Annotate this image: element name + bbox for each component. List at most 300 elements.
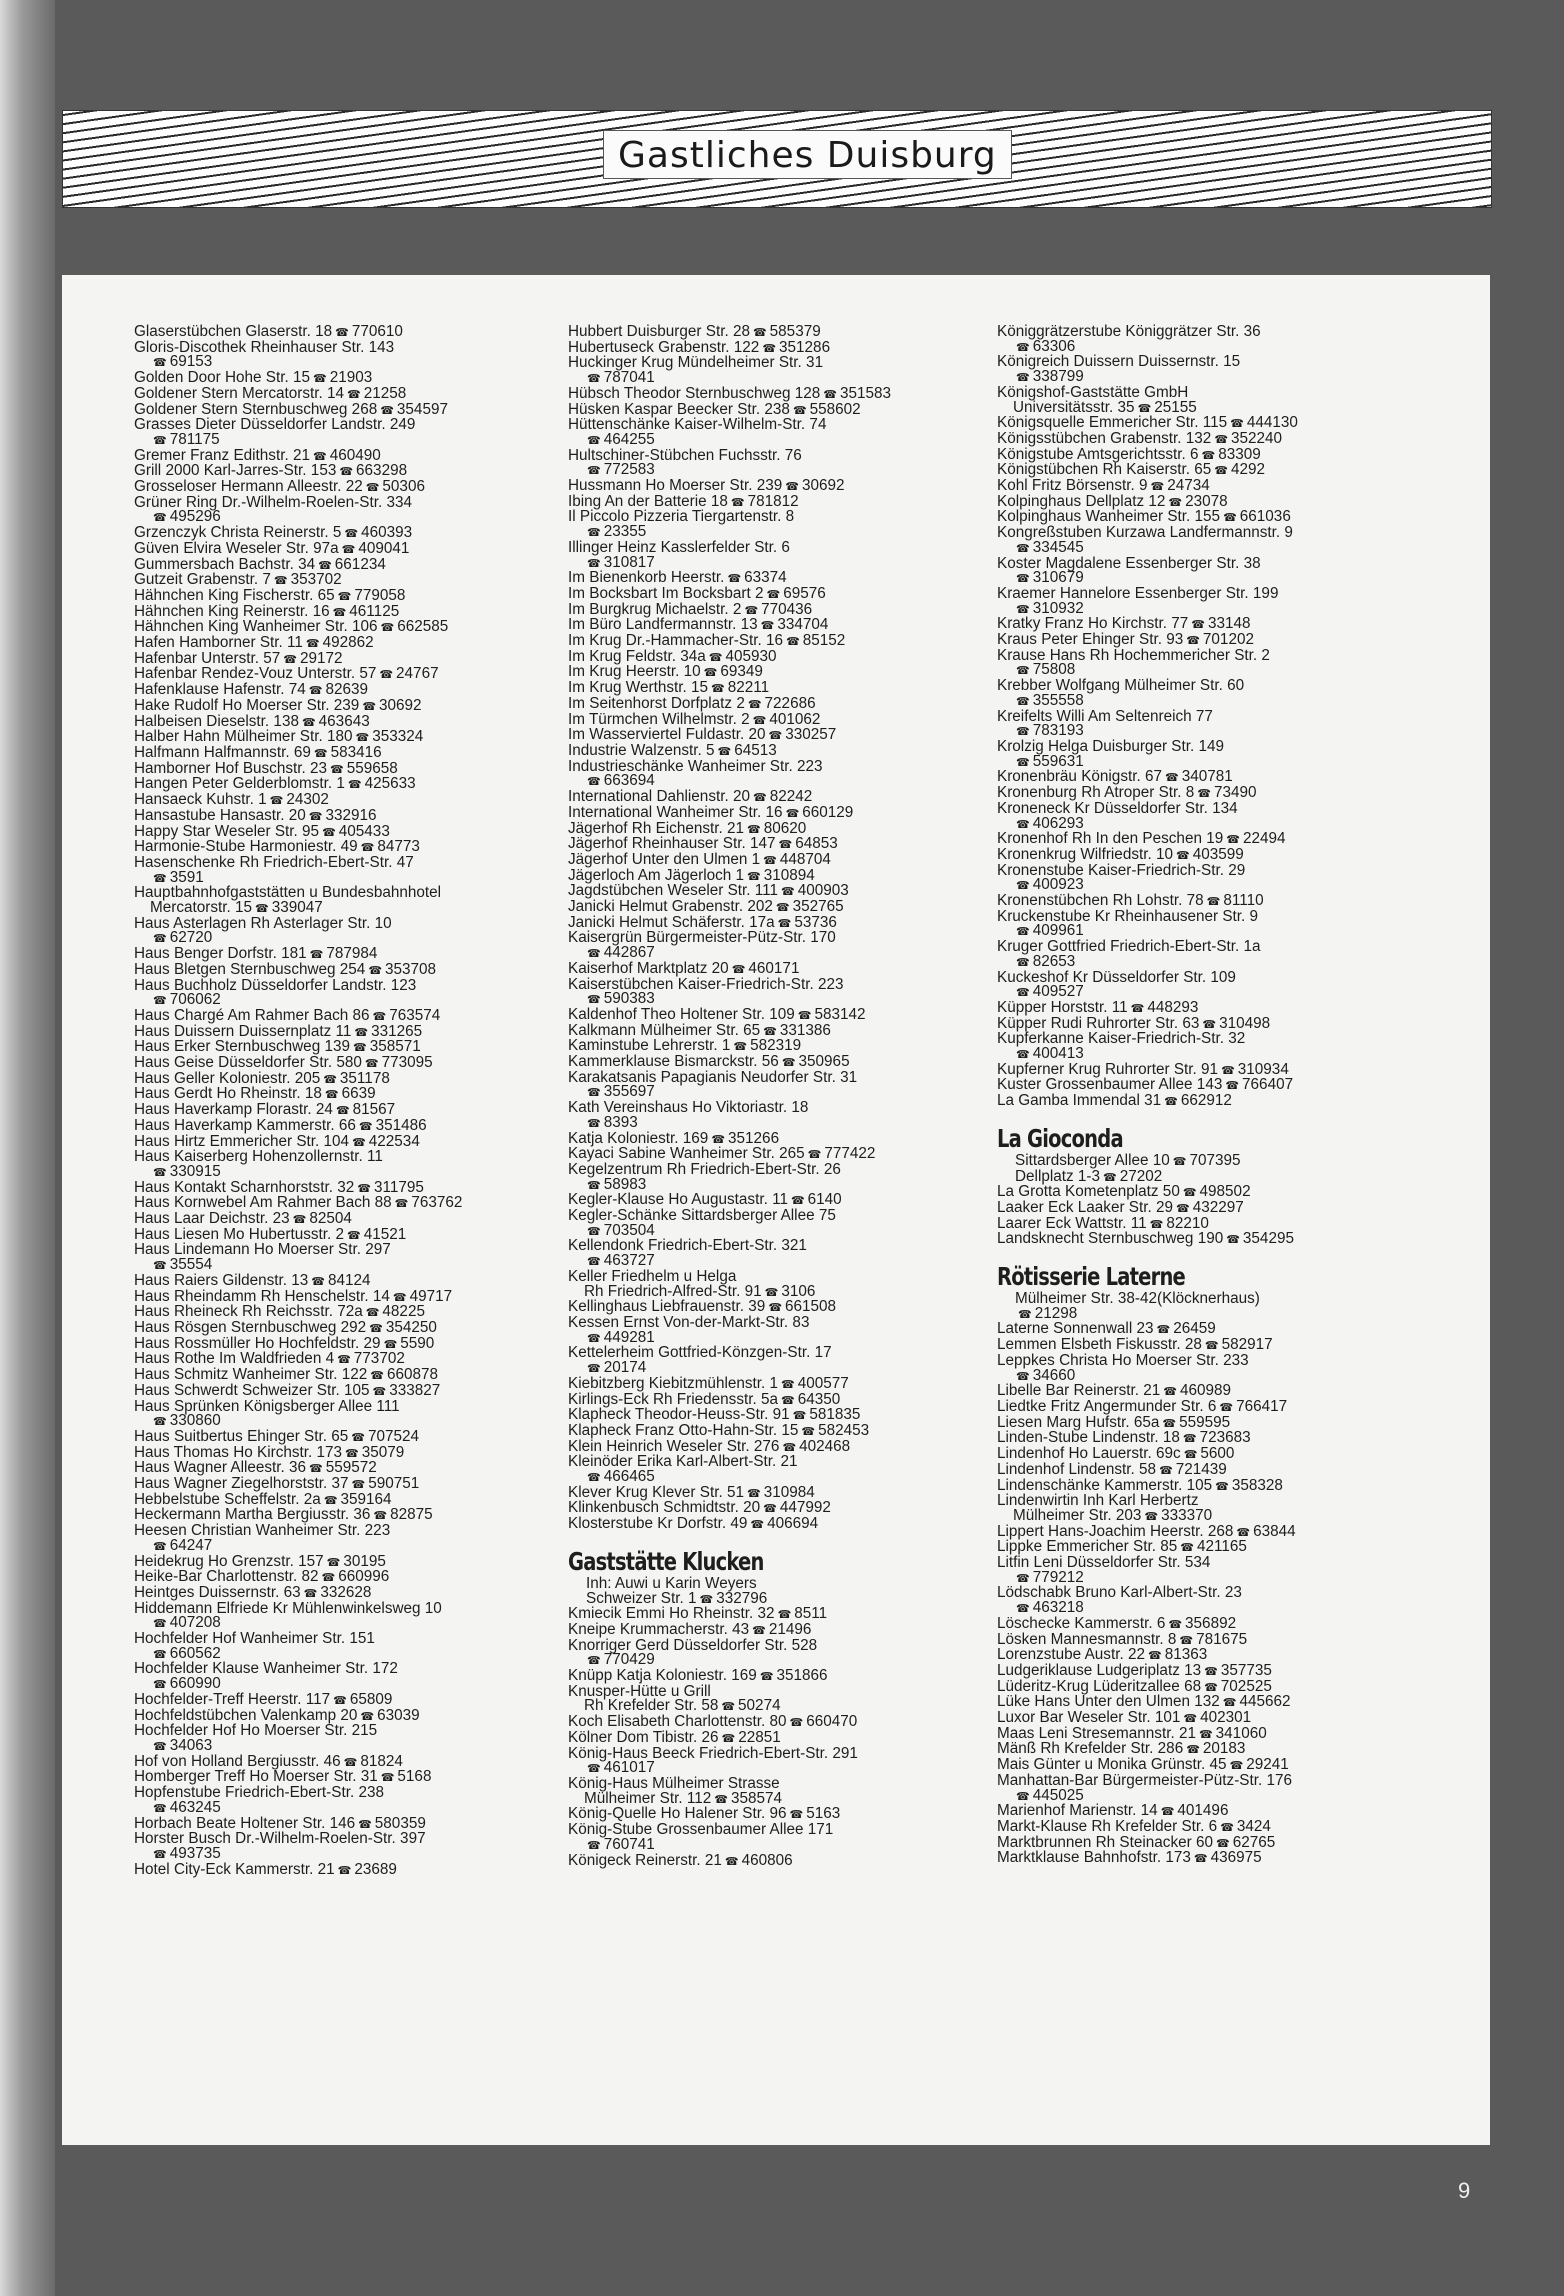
telephone-icon: ☎	[1183, 1448, 1198, 1462]
entry-name-line: Haus Asterlagen Rh Asterlager Str. 10	[134, 914, 392, 932]
entry-name-line: Hochfeldstübchen Valenkamp 20 ☎ 63039	[134, 1706, 420, 1724]
entry-name-line: Kettelerheim Gottfried-Könzgen-Str. 17	[568, 1344, 832, 1362]
entry-name-line: Harmonie-Stube Harmoniestr. 49 ☎ 84773	[134, 838, 420, 856]
directory-entry	[134, 886, 462, 916]
entry-continuation-line: ☎ 463727	[587, 1252, 655, 1270]
entry-name-line: Janicki Helmut Grabenstr. 202 ☎ 352765	[568, 898, 844, 916]
entry-name-line: Haus Geise Düsseldorfer Str. 580 ☎ 773095	[134, 1054, 433, 1072]
entry-name-line: Mänß Rh Krefelder Str. 286 ☎ 20183	[997, 1740, 1246, 1758]
entry-name-line: Hähnchen King Fischerstr. 65 ☎ 779058	[134, 586, 406, 604]
telephone-icon: ☎	[153, 1801, 167, 1815]
directory-entry	[568, 1267, 891, 1300]
entry-name-line: Haus Haverkamp Florastr. 24 ☎ 81567	[134, 1101, 396, 1119]
entry-name-line: Lindenwirtin Inh Karl Herbertz	[997, 1492, 1199, 1510]
entry-name-line: Kölner Dom Tibistr. 26 ☎ 22851	[568, 1728, 781, 1746]
ad-line: Inh: Auwi u Karin Weyers	[586, 1574, 757, 1592]
telephone-icon: ☎	[1226, 1233, 1240, 1247]
entry-continuation-line: ☎ 772583	[587, 461, 655, 479]
entry-continuation-line: ☎ 64247	[153, 1536, 213, 1554]
telephone-icon: ☎	[352, 1041, 367, 1055]
entry-name-line: Im Burgkrug Michaelstr. 2 ☎ 770436	[568, 600, 813, 618]
entry-name-line: Kongreßstuben Kurzawa Landfermannstr. 9	[997, 524, 1293, 542]
entry-name-line: Klinkenbusch Schmidtstr. 20 ☎ 447992	[568, 1499, 831, 1517]
telephone-icon: ☎	[1230, 417, 1244, 431]
telephone-icon: ☎	[708, 650, 723, 664]
telephone-icon: ☎	[303, 1586, 318, 1600]
telephone-icon: ☎	[313, 746, 328, 760]
entry-name-line: Kuster Grossenbaumer Allee 143 ☎ 766407	[997, 1076, 1294, 1094]
telephone-icon: ☎	[358, 1817, 372, 1831]
telephone-icon: ☎	[313, 372, 327, 386]
entry-name-line: König-Haus Mülheimer Strasse	[568, 1774, 780, 1792]
entry-name-line: La Grotta Kometenplatz 50 ☎ 498502	[997, 1183, 1251, 1201]
telephone-icon: ☎	[1221, 1063, 1235, 1077]
telephone-icon: ☎	[372, 1384, 387, 1398]
entry-continuation-line: ☎ 787041	[587, 369, 655, 387]
telephone-icon: ☎	[351, 1478, 366, 1492]
telephone-icon: ☎	[1164, 771, 1179, 785]
directory-entry	[134, 1150, 462, 1180]
telephone-icon: ☎	[1179, 1633, 1194, 1647]
telephone-icon: ☎	[721, 1731, 736, 1745]
entry-continuation-line: ☎ 334545	[1016, 538, 1084, 556]
entry-continuation-line: ☎ 330860	[153, 1412, 221, 1430]
telephone-icon: ☎	[587, 993, 601, 1007]
directory-column-2	[568, 325, 891, 1869]
telephone-icon: ☎	[1130, 1001, 1145, 1015]
directory-entry	[568, 1682, 891, 1715]
telephone-icon: ☎	[343, 1755, 358, 1769]
entry-name-line: Lösken Mannesmannstr. 8 ☎ 781675	[997, 1630, 1248, 1648]
entry-name-line: Maas Leni Stresemannstr. 21 ☎ 341060	[997, 1724, 1267, 1742]
directory-entry	[568, 1636, 891, 1669]
ad-title: Rötisserie Laterne	[997, 1262, 1185, 1292]
entry-name-line: Gloris-Discothek Rheinhauser Str. 143	[134, 338, 395, 356]
telephone-icon: ☎	[368, 963, 383, 977]
entry-name-line: Heidekrug Ho Grenzstr. 157 ☎ 30195	[134, 1552, 386, 1570]
telephone-icon: ☎	[347, 778, 362, 792]
entry-name-line: Laterne Sonnenwall 23 ☎ 26459	[997, 1320, 1216, 1338]
entry-name-line: Landsknecht Sternbuschweg 190 ☎ 354295	[997, 1230, 1294, 1248]
entry-continuation-line: ☎ 34660	[1016, 1366, 1076, 1384]
telephone-icon: ☎	[1206, 895, 1221, 909]
telephone-icon: ☎	[309, 948, 324, 962]
telephone-icon: ☎	[1149, 1217, 1164, 1231]
entry-continuation-line: ☎ 62720	[153, 929, 213, 947]
entry-name-line: Haus Suitbertus Ehinger Str. 65 ☎ 707524	[134, 1427, 420, 1445]
telephone-icon: ☎	[365, 1306, 380, 1320]
telephone-icon: ☎	[1016, 694, 1030, 708]
entry-continuation-line: ☎ 660562	[153, 1644, 221, 1662]
entry-name-line: Knüpp Katja Koloniestr. 169 ☎ 351866	[568, 1667, 828, 1685]
entry-name-line: Hüttenschänke Kaiser-Wilhelm-Str. 74	[568, 416, 827, 434]
telephone-icon: ☎	[153, 1617, 167, 1631]
directory-entry	[134, 1860, 462, 1879]
entry-continuation-line: ☎ 355558	[1016, 691, 1084, 709]
entry-name-line: Klosterstube Kr Dorfstr. 49 ☎ 406694	[568, 1515, 819, 1533]
telephone-icon: ☎	[1018, 1307, 1032, 1321]
entry-name-line: Kirlings-Eck Rh Friedensstr. 5a ☎ 64350	[568, 1390, 841, 1408]
entry-name-line: Heintges Duissernstr. 63 ☎ 332628	[134, 1583, 372, 1601]
telephone-icon: ☎	[153, 1847, 167, 1861]
telephone-icon: ☎	[1219, 1401, 1234, 1414]
entry-name-line: Haus Haverkamp Kammerstr. 66 ☎ 351486	[134, 1116, 427, 1134]
entry-name-line: Hubertuseck Grabenstr. 122 ☎ 351286	[568, 338, 831, 356]
entry-continuation-line: ☎ 63306	[1016, 337, 1076, 355]
entry-name-line: Lindenhof Lindenstr. 58 ☎ 721439	[997, 1460, 1227, 1478]
telephone-icon: ☎	[768, 1301, 783, 1315]
directory-entry	[568, 1823, 891, 1853]
entry-name-line: Halber Hahn Mülheimer Str. 180 ☎ 353324	[134, 728, 424, 746]
entry-name-line: Kayaci Sabine Wanheimer Str. 265 ☎ 777422	[568, 1145, 876, 1163]
telephone-icon: ☎	[1016, 1789, 1030, 1803]
telephone-icon: ☎	[1198, 1727, 1213, 1741]
telephone-icon: ☎	[1016, 340, 1030, 354]
telephone-icon: ☎	[1214, 432, 1229, 446]
telephone-icon: ☎	[1164, 1095, 1178, 1109]
telephone-icon: ☎	[308, 684, 323, 698]
directory-entry	[997, 1232, 1298, 1248]
telephone-icon: ☎	[587, 1224, 601, 1238]
entry-name-line: Haus Gerdt Ho Rheinstr. 18 ☎ 6639	[134, 1085, 376, 1103]
directory-entry	[134, 1632, 462, 1662]
entry-name-line: Hangen Peter Gelderblomstr. 1 ☎ 425633	[134, 775, 416, 793]
entry-continuation-line: ☎ 409527	[1016, 983, 1084, 1001]
telephone-icon: ☎	[1163, 1385, 1177, 1399]
entry-name-line: Haus Buchholz Düsseldorfer Landstr. 123	[134, 976, 417, 994]
telephone-icon: ☎	[764, 1285, 779, 1299]
telephone-icon: ☎	[380, 403, 394, 417]
entry-name-line: Litfin Leni Düsseldorfer Str. 534	[997, 1554, 1211, 1572]
telephone-icon: ☎	[1016, 755, 1030, 769]
telephone-icon: ☎	[362, 699, 377, 713]
entry-name-line: Linden-Stube Lindenstr. 18 ☎ 723683	[997, 1429, 1251, 1447]
entry-name-line: Königstübchen Rh Kaiserstr. 65 ☎ 4292	[997, 461, 1266, 479]
telephone-icon: ☎	[727, 572, 742, 586]
entry-continuation-line: ☎ 466465	[587, 1468, 655, 1486]
entry-name-line: Klever Krug Klever Str. 51 ☎ 310984	[568, 1483, 815, 1501]
entry-name-line: Liesen Marg Hufstr. 65a ☎ 559595	[997, 1413, 1231, 1431]
telephone-icon: ☎	[312, 449, 327, 463]
entry-continuation-line: Rh Friedrich-Alfred-Str. 91 ☎ 3106	[584, 1282, 816, 1300]
telephone-icon: ☎	[1225, 1079, 1240, 1093]
telephone-icon: ☎	[699, 1592, 714, 1606]
telephone-icon: ☎	[711, 1132, 726, 1146]
entry-name-line: Hansastube Hansastr. 20 ☎ 332916	[134, 806, 377, 824]
entry-name-line: Kaiserhof Marktplatz 20 ☎ 460171	[568, 959, 800, 977]
telephone-icon: ☎	[333, 1693, 347, 1707]
entry-name-line: Laaker Eck Laaker Str. 29 ☎ 432297	[997, 1198, 1244, 1216]
entry-name-line: Hultschiner-Stübchen Fuchsstr. 76	[568, 446, 802, 464]
entry-name-line: Haus Schmitz Wanheimer Str. 122 ☎ 660878	[134, 1366, 438, 1384]
directory-entry	[568, 1346, 891, 1376]
telephone-icon: ☎	[392, 1290, 407, 1304]
telephone-icon: ☎	[1201, 448, 1216, 462]
entry-continuation-line: ☎ 20174	[587, 1359, 647, 1377]
telephone-icon: ☎	[789, 1808, 804, 1822]
telephone-icon: ☎	[752, 326, 767, 339]
entry-continuation-line: ☎ 406293	[1016, 814, 1084, 832]
entry-name-line: Katja Koloniestr. 169 ☎ 351266	[568, 1129, 780, 1147]
telephone-icon: ☎	[153, 1739, 167, 1753]
entry-name-line: Haus Kornwebel Am Rahmer Bach 88 ☎ 763762	[134, 1194, 463, 1212]
entry-continuation-line: ☎ 703504	[587, 1221, 655, 1239]
telephone-icon: ☎	[365, 481, 380, 495]
telephone-icon: ☎	[587, 433, 601, 447]
entry-name-line: Küpper Horststr. 11 ☎ 448293	[997, 998, 1199, 1016]
telephone-icon: ☎	[781, 1056, 796, 1070]
telephone-icon: ☎	[351, 1430, 365, 1444]
entry-name-line: Ibing An der Batterie 18 ☎ 781812	[568, 492, 799, 510]
telephone-icon: ☎	[792, 403, 807, 417]
telephone-icon: ☎	[789, 1716, 804, 1730]
entry-name-line: Klapheck Franz Otto-Hahn-Str. 15 ☎ 582453	[568, 1421, 870, 1439]
directory-entry	[997, 325, 1298, 355]
directory-entry	[568, 1101, 891, 1131]
entry-continuation-line: Mülheimer Str. 112 ☎ 358574	[584, 1789, 782, 1807]
directory-entry	[997, 1494, 1298, 1524]
telephone-icon: ☎	[1016, 986, 1030, 1000]
directory-entry	[997, 968, 1298, 1001]
telephone-icon: ☎	[1222, 1696, 1237, 1710]
page-number: 9	[1458, 2178, 1471, 2203]
entry-name-line: Im Türmchen Wilhelmstr. 2 ☎ 401062	[568, 710, 821, 728]
telephone-icon: ☎	[370, 1369, 384, 1383]
telephone-icon: ☎	[763, 1502, 777, 1516]
entry-name-line: Kronenstube Kaiser-Friedrich-Str. 29	[997, 861, 1246, 879]
telephone-icon: ☎	[1168, 495, 1183, 509]
telephone-icon: ☎	[1220, 1820, 1234, 1834]
telephone-icon: ☎	[786, 635, 800, 649]
entry-name-line: Lorenzstube Austr. 22 ☎ 81363	[997, 1646, 1208, 1664]
entry-continuation-line: ☎ 449281	[587, 1328, 655, 1346]
entry-name-line: Königshof-Gaststätte GmbH	[997, 383, 1189, 401]
entry-continuation-line: ☎ 770429	[587, 1651, 655, 1669]
telephone-icon: ☎	[308, 809, 323, 823]
telephone-icon: ☎	[383, 1337, 398, 1351]
telephone-icon: ☎	[1215, 1479, 1229, 1493]
directory-entry	[997, 1771, 1298, 1804]
ad-line: ☎ 21298	[1018, 1304, 1078, 1322]
entry-continuation-line: ☎ 58983	[587, 1175, 647, 1193]
telephone-icon: ☎	[1016, 879, 1030, 893]
telephone-icon: ☎	[1186, 634, 1200, 648]
telephone-icon: ☎	[380, 1771, 395, 1785]
ad-line: Sittardsberger Allee 10 ☎ 707395	[1015, 1151, 1241, 1169]
entry-name-line: Gutzeit Grabenstr. 7 ☎ 353702	[134, 571, 342, 589]
entry-name-line: Huckinger Krug Mündelheimer Str. 31	[568, 354, 824, 372]
telephone-icon: ☎	[1214, 464, 1228, 478]
entry-name-line: Hopfenstube Friedrich-Ebert-Str. 238	[134, 1784, 384, 1802]
telephone-icon: ☎	[1182, 1186, 1197, 1200]
telephone-icon: ☎	[341, 542, 356, 556]
entry-continuation-line: ☎ 330915	[153, 1162, 221, 1180]
entry-name-line: Im Wasserviertel Fuldastr. 20 ☎ 330257	[568, 726, 837, 744]
directory-entry	[568, 1316, 891, 1346]
entry-name-line: Hussmann Ho Moerser Str. 239 ☎ 30692	[568, 477, 845, 495]
entry-name-line: Hasenschenke Rh Friedrich-Ebert-Str. 47	[134, 853, 414, 871]
entry-name-line: Haus Rossmüller Ho Hochfeldstr. 29 ☎ 5590	[134, 1334, 435, 1352]
telephone-icon: ☎	[357, 1181, 371, 1195]
entry-name-line: Kreifelts Willi Am Seltenreich 77	[997, 707, 1213, 725]
directory-entry	[568, 538, 891, 571]
entry-name-line: Hiddemann Elfriede Kr Mühlenwinkelsweg 10	[134, 1599, 442, 1617]
entry-name-line: Grill 2000 Karl-Jarres-Str. 153 ☎ 663298	[134, 462, 408, 480]
telephone-icon: ☎	[587, 1255, 601, 1269]
entry-name-line: La Gamba Immendal 31 ☎ 662912	[997, 1092, 1232, 1110]
telephone-icon: ☎	[587, 1762, 601, 1776]
entry-name-line: Markt-Klause Rh Krefelder Str. 6 ☎ 3424	[997, 1817, 1271, 1835]
telephone-icon: ☎	[153, 871, 167, 885]
entry-continuation-line: ☎ 660990	[153, 1675, 221, 1693]
entry-continuation-line: ☎ 663694	[587, 772, 655, 790]
entry-name-line: Horster Busch Dr.-Wilhelm-Roelen-Str. 397	[134, 1830, 426, 1848]
entry-name-line: Hauptbahnhofgaststätten u Bundesbahnhotel	[134, 884, 442, 902]
entry-continuation-line: ☎ 34063	[153, 1736, 213, 1754]
entry-name-line: Leppkes Christa Ho Moerser Str. 233	[997, 1351, 1249, 1369]
telephone-icon: ☎	[781, 885, 795, 899]
entry-continuation-line: Mercatorstr. 15 ☎ 339047	[150, 899, 323, 917]
directory-entry	[134, 1524, 462, 1554]
entry-continuation-line: ☎ 760741	[587, 1835, 655, 1853]
entry-name-line: Marktklause Bahnhofstr. 173 ☎ 436975	[997, 1849, 1262, 1867]
telephone-icon: ☎	[785, 480, 799, 494]
entry-name-line: Kaisergrün Bürgermeister-Pütz-Str. 170	[568, 929, 836, 947]
directory-entry	[568, 1455, 891, 1485]
directory-entry	[997, 1556, 1298, 1586]
entry-name-line: Keller Friedhelm u Helga	[568, 1267, 737, 1285]
telephone-icon: ☎	[1202, 1017, 1217, 1031]
directory-entry	[997, 646, 1298, 679]
entry-name-line: Marktbrunnen Rh Steinacker 60 ☎ 62765	[997, 1833, 1276, 1851]
telephone-icon: ☎	[721, 1700, 736, 1714]
telephone-icon: ☎	[330, 762, 344, 776]
entry-continuation-line: ☎ 590383	[587, 990, 655, 1008]
entry-name-line: Hebbelstube Scheffelstr. 2a ☎ 359164	[134, 1490, 392, 1508]
entry-name-line: Janicki Helmut Schäferstr. 17a ☎ 53736	[568, 913, 837, 931]
entry-name-line: Knorriger Gerd Düsseldorfer Str. 528	[568, 1636, 818, 1654]
telephone-icon: ☎	[380, 621, 395, 635]
entry-name-line: Kiebitzberg Kiebitzmühlenstr. 1 ☎ 400577	[568, 1374, 849, 1392]
entry-name-line: Laarer Eck Wattstr. 11 ☎ 82210	[997, 1214, 1209, 1232]
entry-name-line: Haus Bletgen Sternbuschweg 254 ☎ 353708	[134, 960, 437, 978]
directory-entry	[568, 418, 891, 448]
telephone-icon: ☎	[1176, 1201, 1190, 1215]
telephone-icon: ☎	[587, 1654, 601, 1668]
telephone-icon: ☎	[318, 558, 332, 572]
telephone-icon: ☎	[785, 806, 800, 820]
entry-name-line: Hüsken Kaspar Beecker Str. 238 ☎ 558602	[568, 400, 861, 418]
directory-entry	[134, 1724, 462, 1754]
entry-name-line: Kronenburg Rh Atroper Str. 8 ☎ 73490	[997, 784, 1257, 802]
directory-column-3	[997, 325, 1298, 1867]
entry-name-line: Hafen Hamborner Str. 11 ☎ 492862	[134, 634, 374, 652]
entry-name-line: Kellendonk Friedrich-Ebert-Str. 321	[568, 1237, 807, 1255]
telephone-icon: ☎	[1182, 1432, 1197, 1446]
directory-entry	[568, 975, 891, 1008]
entry-continuation-line: ☎ 23355	[587, 523, 647, 541]
entry-name-line: Lödschabk Bruno Karl-Albert-Str. 23	[997, 1584, 1242, 1602]
telephone-icon: ☎	[352, 1135, 366, 1149]
directory-entry	[134, 853, 462, 886]
entry-name-line: Kupferkanne Kaiser-Friedrich-Str. 32	[997, 1030, 1246, 1048]
entry-name-line: Mais Günter u Monika Grünstr. 45 ☎ 29241	[997, 1756, 1289, 1774]
entry-name-line: Kronenhof Rh In den Peschen 19 ☎ 22494	[997, 830, 1286, 848]
entry-name-line: Gummersbach Bachstr. 34 ☎ 661234	[134, 555, 386, 573]
telephone-icon: ☎	[1215, 1836, 1230, 1850]
entry-continuation-line: ☎ 75808	[1016, 661, 1076, 679]
entry-name-line: Lindenschänke Kammerstr. 105 ☎ 358328	[997, 1476, 1283, 1494]
entry-name-line: Jägerloch Am Jägerloch 1 ☎ 310894	[568, 866, 815, 884]
telephone-icon: ☎	[305, 637, 320, 651]
entry-continuation-line: Mülheimer Str. 203 ☎ 333370	[1013, 1506, 1213, 1524]
telephone-icon: ☎	[1016, 602, 1030, 616]
telephone-icon: ☎	[1016, 817, 1030, 831]
entry-name-line: Homberger Treff Ho Moerser Str. 31 ☎ 5168	[134, 1768, 432, 1786]
entry-continuation-line: ☎ 445025	[1016, 1786, 1084, 1804]
entry-name-line: Hof von Holland Bergiusstr. 46 ☎ 81824	[134, 1752, 403, 1770]
telephone-icon: ☎	[1226, 833, 1240, 847]
entry-name-line: Hübsch Theodor Sternbuschweg 128 ☎ 351583	[568, 384, 892, 402]
telephone-icon: ☎	[768, 729, 783, 743]
entry-name-line: Industrieschänke Wanheimer Str. 223	[568, 757, 823, 775]
entry-name-line: Kellinghaus Liebfrauenstr. 39 ☎ 661508	[568, 1298, 837, 1316]
telephone-icon: ☎	[1103, 1170, 1117, 1184]
entry-name-line: Kneipe Krummacherstr. 43 ☎ 21496	[568, 1620, 812, 1638]
telephone-icon: ☎	[1147, 1649, 1162, 1663]
telephone-icon: ☎	[1159, 1463, 1173, 1477]
entry-continuation-line: Universitätsstr. 35 ☎ 25155	[1013, 398, 1197, 416]
telephone-icon: ☎	[153, 356, 167, 370]
entry-name-line: Haus Rösgen Sternbuschweg 292 ☎ 354250	[134, 1319, 437, 1336]
entry-name-line: Im Büro Landfermannstr. 13 ☎ 334704	[568, 616, 829, 634]
entry-continuation-line: ☎ 310679	[1016, 569, 1084, 587]
telephone-icon: ☎	[587, 464, 601, 478]
entry-name-line: Haus Duissern Duissernplatz 11 ☎ 331265	[134, 1022, 423, 1040]
entry-continuation-line: ☎ 82653	[1016, 952, 1076, 970]
telephone-icon: ☎	[1229, 1759, 1244, 1773]
telephone-icon: ☎	[797, 1008, 812, 1022]
entry-name-line: Königsstübchen Grabenstr. 132 ☎ 352240	[997, 429, 1283, 447]
telephone-icon: ☎	[153, 932, 167, 946]
entry-name-line: Haus Wagner Ziegelhorststr. 37 ☎ 590751	[134, 1475, 420, 1493]
entry-name-line: Kegelzentrum Rh Friedrich-Ebert-Str. 26	[568, 1160, 841, 1178]
directory-entry	[134, 1243, 462, 1273]
directory-entry	[997, 584, 1298, 617]
telephone-icon: ☎	[752, 713, 767, 727]
entry-name-line: Luxor Bar Weseler Str. 101 ☎ 402301	[997, 1709, 1252, 1727]
entry-name-line: Liedtke Fritz Angermunder Str. 6 ☎ 766417	[997, 1398, 1288, 1415]
telephone-icon: ☎	[1160, 1805, 1175, 1819]
directory-entry	[997, 907, 1298, 940]
telephone-icon: ☎	[747, 697, 762, 711]
entry-name-line: Kroneneck Kr Düsseldorfer Str. 134	[997, 799, 1238, 817]
directory-entry	[997, 1851, 1298, 1867]
telephone-icon: ☎	[292, 1213, 307, 1227]
scan-left-edge	[0, 0, 55, 2296]
directory-entry	[568, 1517, 891, 1533]
entry-name-line: Hansaeck Kuhstr. 1 ☎ 24302	[134, 791, 329, 809]
entry-name-line: Karakatsanis Papagianis Neudorfer Str. 31	[568, 1068, 858, 1086]
telephone-icon: ☎	[360, 1709, 375, 1723]
telephone-icon: ☎	[587, 556, 601, 570]
directory-page	[62, 275, 1490, 2145]
telephone-icon: ☎	[775, 901, 790, 915]
ad-line: Dellplatz 1-3 ☎ 27202	[1015, 1167, 1163, 1185]
entry-continuation-line: ☎ 409961	[1016, 922, 1084, 940]
ad-title: La Gioconda	[997, 1123, 1123, 1153]
telephone-icon: ☎	[760, 619, 775, 633]
